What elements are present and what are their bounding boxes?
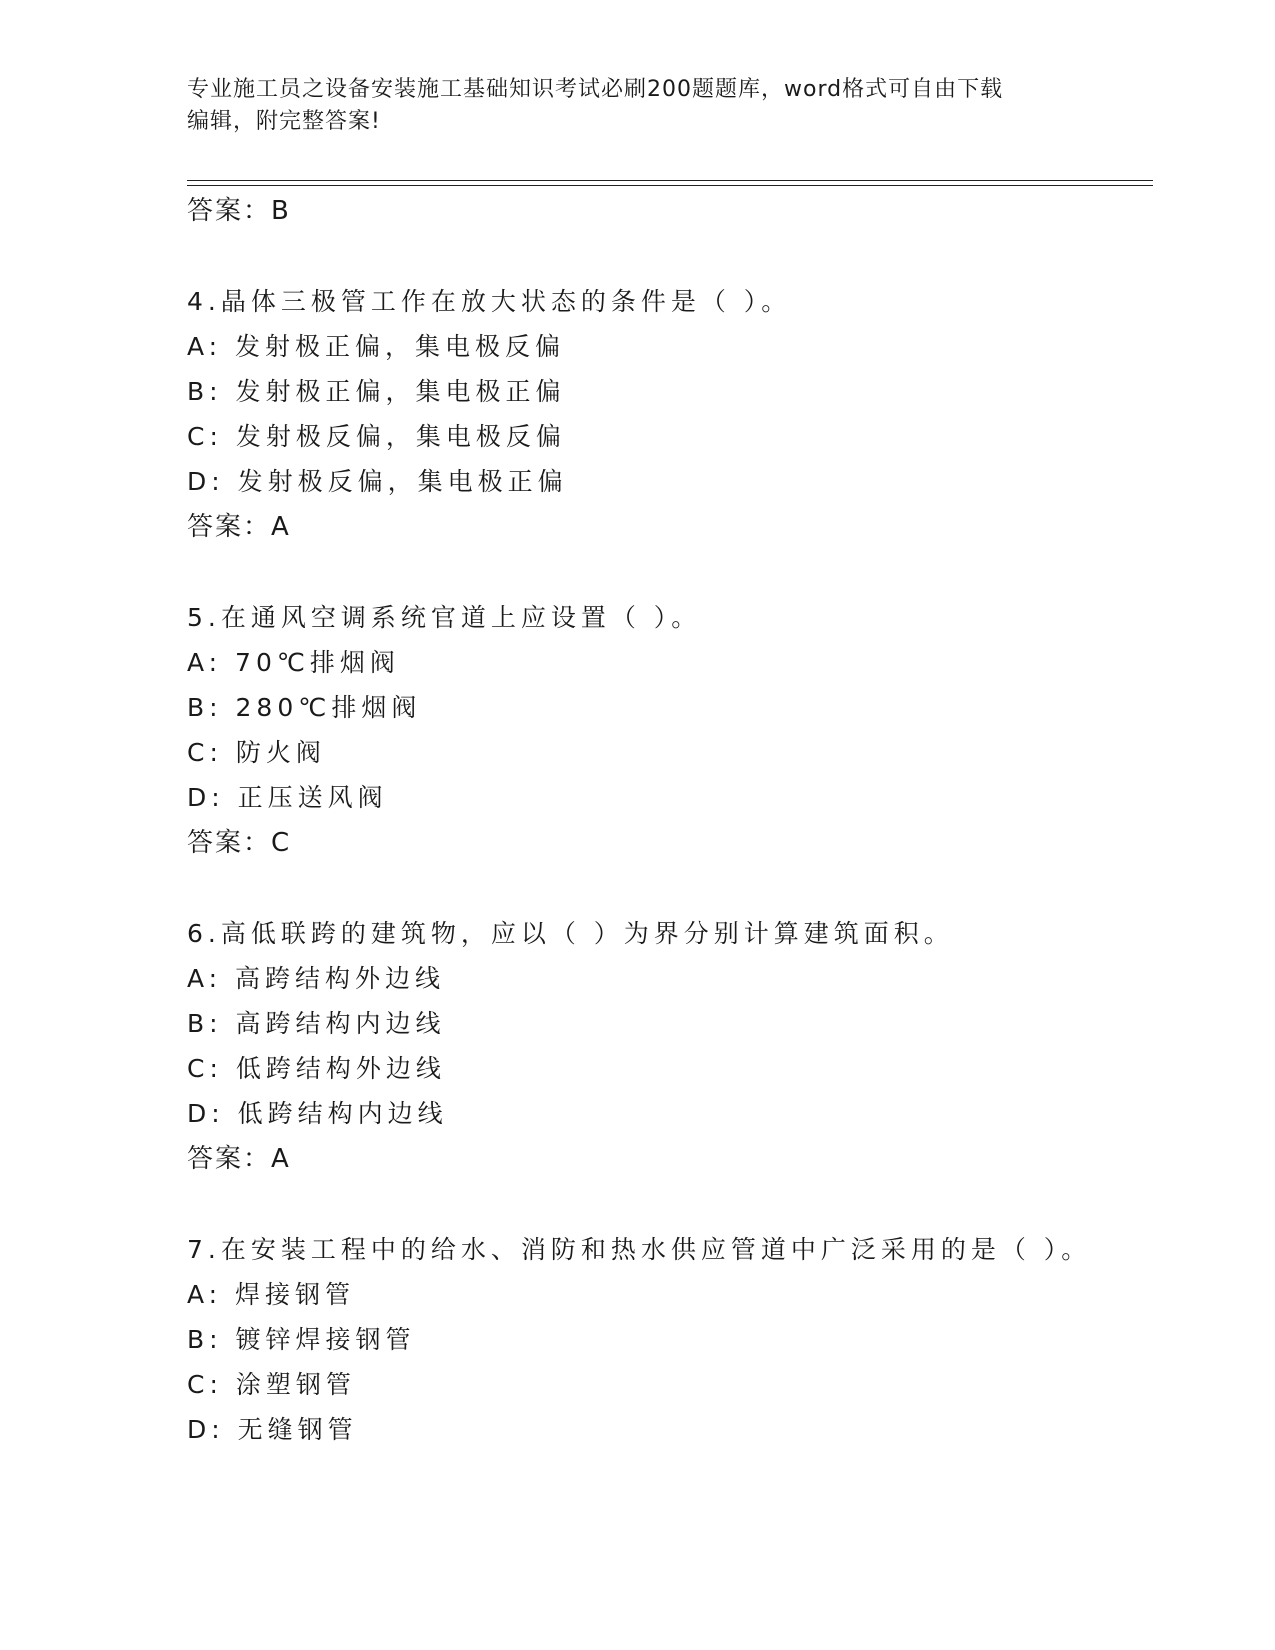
- question-5-option-d: D: 正压送风阀: [187, 783, 388, 812]
- question-4-option-c: C: 发射极反偏，集电极反偏: [187, 422, 566, 451]
- question-6-option-b: B: 高跨结构内边线: [187, 1009, 446, 1038]
- answer-q5: 答案：C: [187, 828, 292, 858]
- question-4-stem: 4.晶体三极管工作在放大状态的条件是（ ）。: [187, 287, 792, 316]
- answer-q6: 答案：A: [187, 1144, 291, 1174]
- question-7-stem: 7.在安装工程中的给水、消防和热水供应管道中广泛采用的是（ ）。: [187, 1235, 1092, 1264]
- question-5-option-c: C: 防火阀: [187, 738, 326, 767]
- question-7-option-b: B: 镀锌焊接钢管: [187, 1325, 416, 1354]
- answer-q3: 答案：B: [187, 196, 291, 226]
- header-line-1: 专业施工员之设备安装施工基础知识考试必刷200题题库，word格式可自由下载: [187, 77, 1004, 102]
- question-7-option-d: D: 无缝钢管: [187, 1415, 358, 1444]
- question-4-option-d: D: 发射极反偏，集电极正偏: [187, 467, 568, 496]
- question-6-stem: 6.高低联跨的建筑物，应以（ ）为界分别计算建筑面积。: [187, 919, 954, 948]
- question-4-option-a: A: 发射极正偏，集电极反偏: [187, 332, 566, 361]
- question-5-option-b: B: 280℃排烟阀: [187, 693, 422, 722]
- question-5-stem: 5.在通风空调系统官道上应设置（ ）。: [187, 603, 702, 632]
- question-6-option-c: C: 低跨结构外边线: [187, 1054, 446, 1083]
- question-6-option-d: D: 低跨结构内边线: [187, 1099, 448, 1128]
- header-divider-bottom: [187, 185, 1153, 186]
- question-7-option-c: C: 涂塑钢管: [187, 1370, 356, 1399]
- question-7-option-a: A: 焊接钢管: [187, 1280, 356, 1309]
- answer-q4: 答案：A: [187, 512, 291, 542]
- header-divider-top: [187, 180, 1153, 181]
- question-5-option-a: A: 70℃排烟阀: [187, 648, 400, 677]
- document-header: [187, 74, 1087, 138]
- question-4-option-b: B: 发射极正偏，集电极正偏: [187, 377, 566, 406]
- header-line-2: 编辑，附完整答案!: [187, 109, 381, 134]
- question-6-option-a: A: 高跨结构外边线: [187, 964, 446, 993]
